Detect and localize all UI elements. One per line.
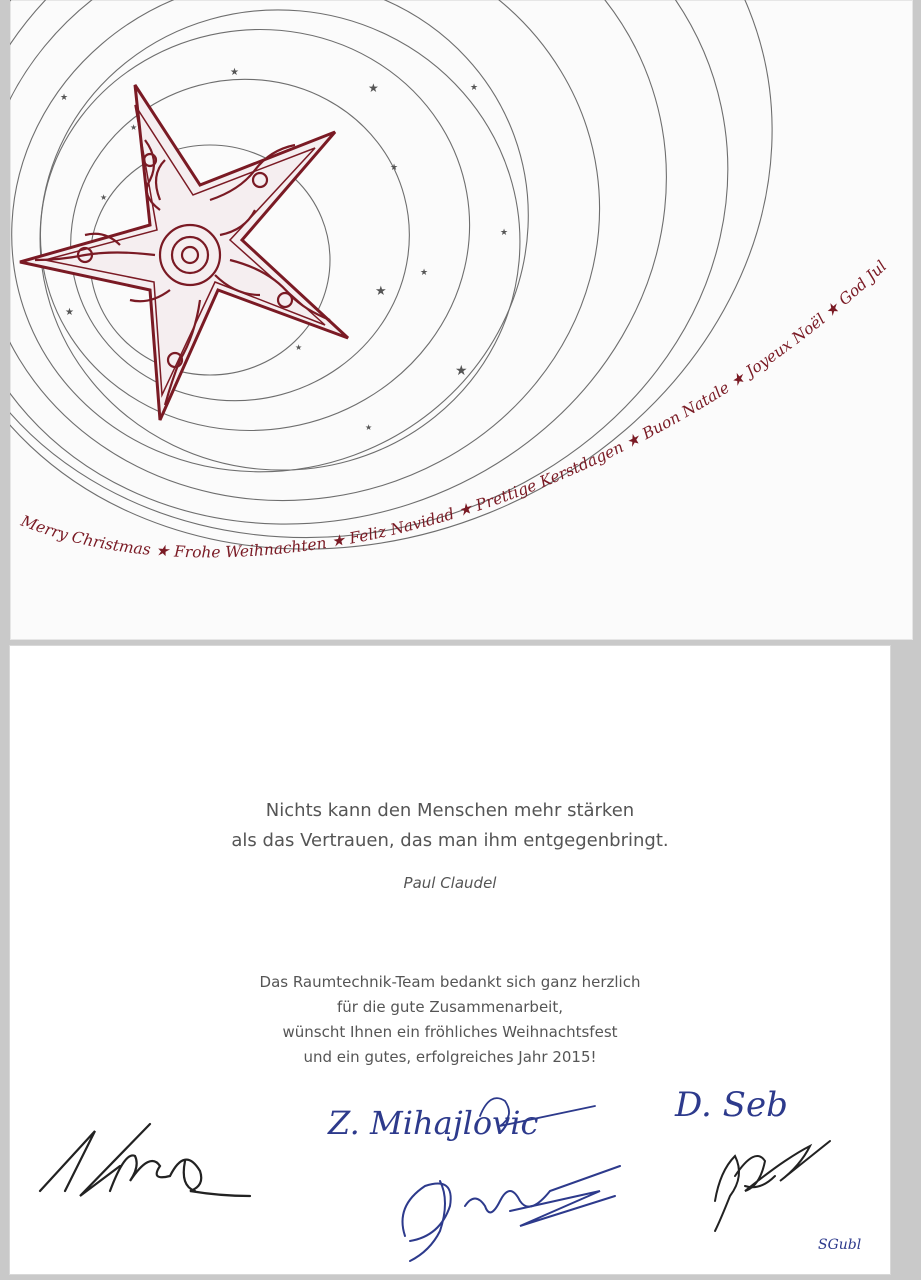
front-artwork [10,0,913,640]
small-star-icon: ★ [365,423,373,432]
small-star-icon: ★ [295,343,303,352]
small-star-icon: ★ [65,307,74,318]
filigree-star-icon [20,85,348,420]
small-star-icon: ★ [130,123,138,132]
signature-black [40,1124,250,1196]
small-star-icon: ★ [470,83,479,93]
signature-blue-1 [327,1098,595,1142]
small-star-icon: ★ [455,363,468,379]
quote-author: Paul Claudel [403,874,497,892]
small-star-icon: ★ [390,163,399,173]
quote-line: Nichts kann den Menschen mehr stärken [265,800,635,821]
small-star-icon: ★ [420,268,429,278]
small-star-icon: ★ [375,284,387,299]
greetings-text: Merry Christmas ★ Frohe Weihnachten ★ Feliz Navidad ★ Prettige Kerstdagen ★ Buon Natale ★ Joyeux Noël ★ God Jul [18,257,891,562]
message-line: wünscht Ihnen ein fröhliches Weihnachtsfest [282,1023,618,1041]
message-line: für die gute Zusammenarbeit, [337,998,563,1016]
signature-blue-3 [674,1085,788,1125]
small-star-icon: ★ [368,81,379,95]
message-line: und ein gutes, erfolgreiches Jahr 2015! [303,1048,597,1066]
card-front [10,0,913,640]
quote-line: als das Vertrauen, das man ihm entgegenbringt. [231,830,669,851]
card-inside [10,646,890,1274]
signature-text: SGubl [818,1237,862,1253]
small-star-icon: ★ [500,228,509,238]
signature-text: Z. Mihajlovic [328,1104,539,1142]
signature-black-2 [715,1141,830,1231]
message-line: Das Raumtechnik-Team bedankt sich ganz herzlich [259,973,641,991]
small-star-icon: ★ [60,93,69,103]
signatures [10,646,890,1274]
small-star-icon: ★ [100,193,108,202]
signature-text: D. Seb [675,1085,788,1125]
small-star-icon: ★ [230,67,239,78]
signature-blue-2 [403,1166,621,1261]
